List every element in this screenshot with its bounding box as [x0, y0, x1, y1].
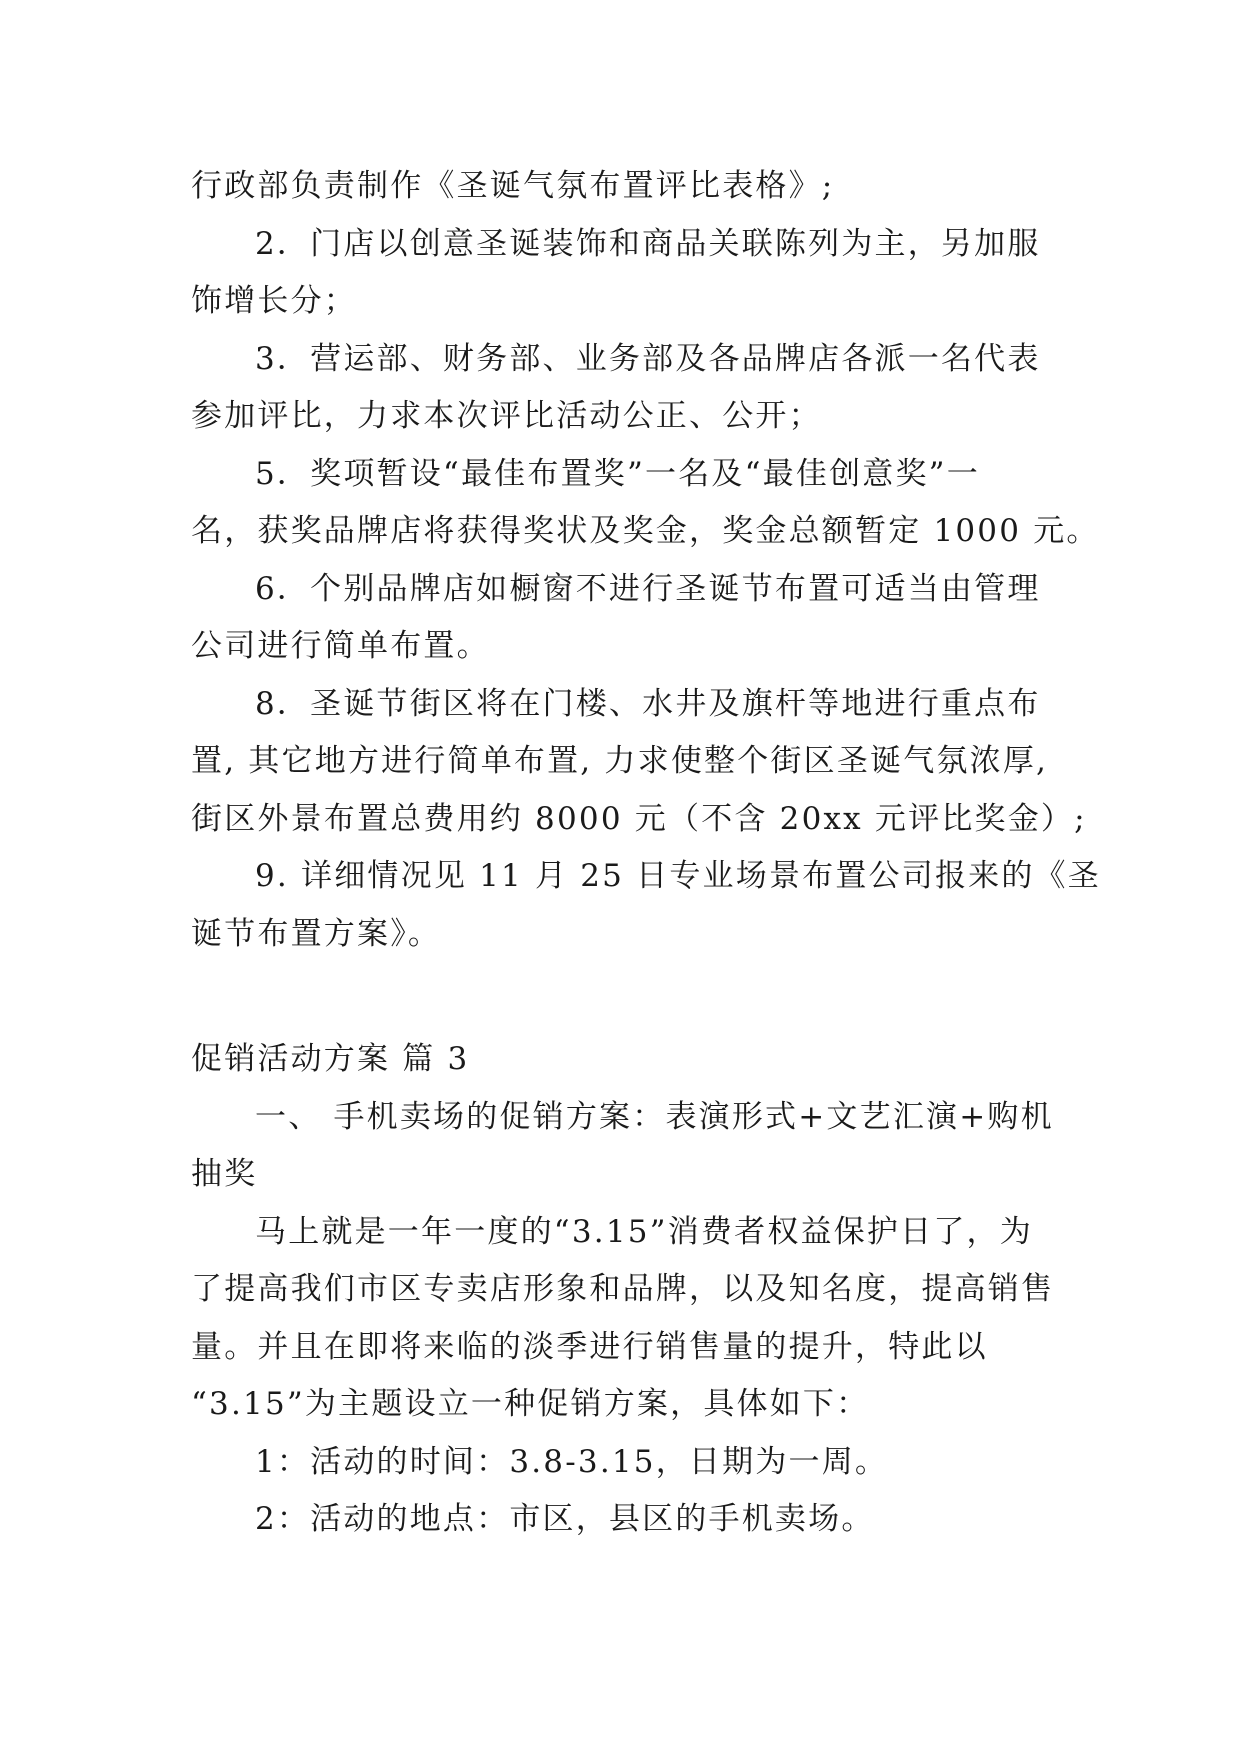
- text-line: 1：活动的时间：3.8-3.15，日期为一周。: [255, 1443, 889, 1480]
- text-line: 8．圣诞节街区将在门楼、水井及旗杆等地进行重点布: [255, 685, 1041, 722]
- text-line: 9. 详细情况见 11 月 25 日专业场景布置公司报来的《圣: [255, 858, 1101, 894]
- text-line: 6．个别品牌店如橱窗不进行圣诞节布置可适当由管理: [255, 570, 1041, 607]
- text-line: 量。并且在即将来临的淡季进行销售量的提升，特此以: [191, 1328, 988, 1365]
- text-line: 行政部负责制作《圣诞气氛布置评比表格》;: [191, 168, 835, 204]
- text-line: “3.15”为主题设立一种促销方案，具体如下：: [191, 1386, 870, 1422]
- text-line: 了提高我们市区专卖店形象和品牌，以及知名度，提高销售: [191, 1271, 1055, 1307]
- text-line: 饰增长分；: [191, 283, 357, 319]
- text-line: 5．奖项暂设“最佳布置奖”一名及“最佳创意奖”一: [255, 455, 980, 492]
- section-heading: 促销活动方案 篇 3: [191, 1041, 470, 1077]
- text-line: 参加评比，力求本次评比活动公正、公开；: [191, 398, 822, 434]
- text-line: 置, 其它地方进行简单布置, 力求使整个街区圣诞气氛浓厚,: [191, 743, 1049, 779]
- text-line: 名，获奖品牌店将获得奖状及奖金，奖金总额暂定 1000 元。: [191, 513, 1100, 549]
- text-line: 马上就是一年一度的“3.15”消费者权益保护日了，为: [255, 1213, 1033, 1250]
- text-line: 公司进行简单布置。: [191, 628, 490, 664]
- document-body: [191, 158, 1101, 1549]
- text-line: 街区外景布置总费用约 8000 元（不含 20xx 元评比奖金）;: [191, 800, 1087, 837]
- text-line: 2：活动的地点：市区，县区的手机卖场。: [255, 1501, 875, 1537]
- text-line: 抽奖: [191, 1156, 258, 1192]
- text-line: 3．营运部、财务部、业务部及各品牌店各派一名代表: [255, 340, 1041, 377]
- text-line: 诞节布置方案》。: [191, 915, 442, 952]
- text-line: 一、 手机卖场的促销方案：表演形式+文艺汇演+购机: [255, 1098, 1054, 1135]
- text-line: 2．门店以创意圣诞装饰和商品关联陈列为主，另加服: [255, 225, 1041, 262]
